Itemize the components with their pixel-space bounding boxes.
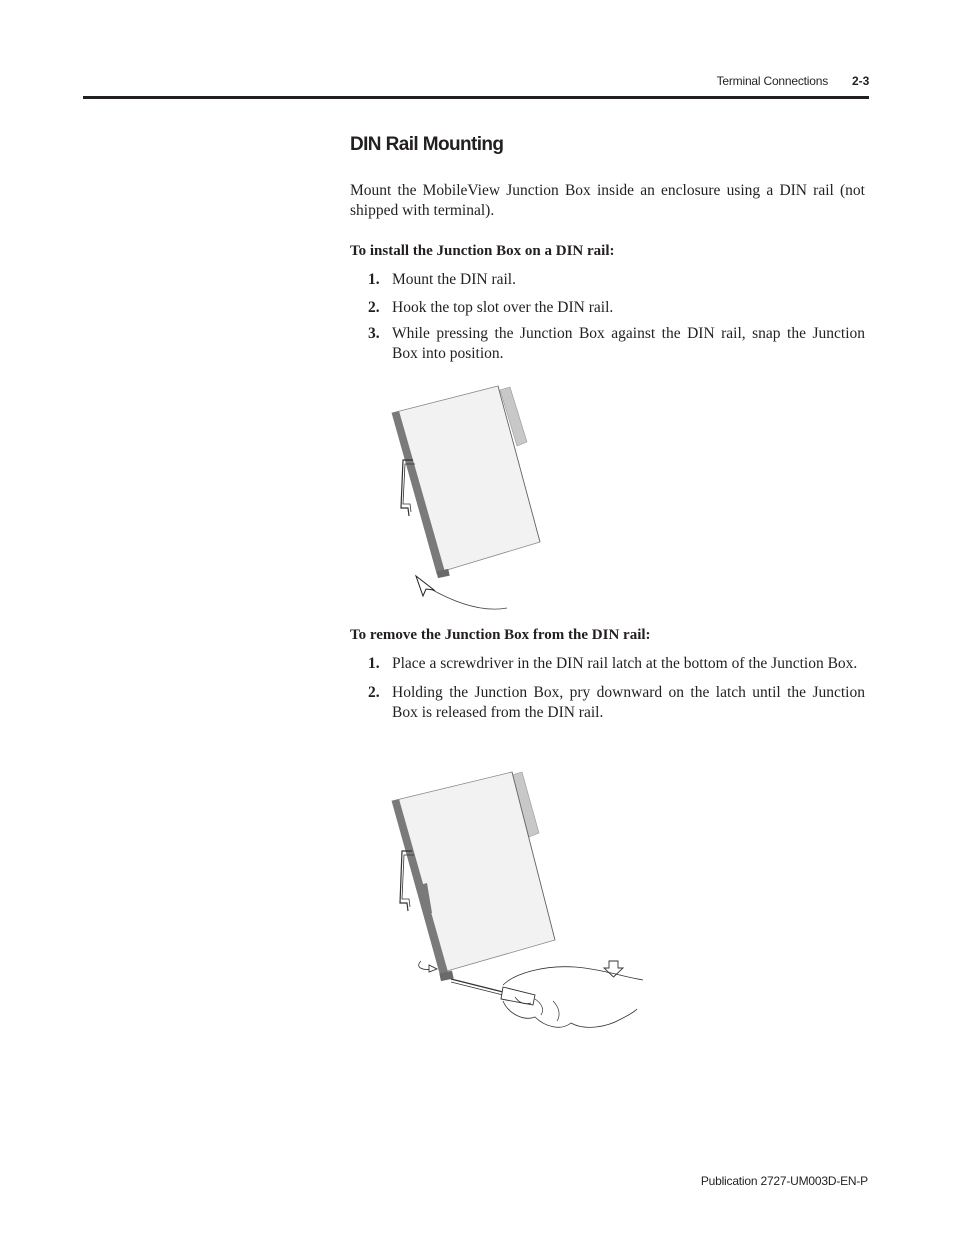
step-number: 2. — [368, 684, 380, 701]
small-arrow-icon — [429, 965, 437, 972]
publication-footer: Publication 2727-UM003D-EN-P — [700, 1174, 868, 1188]
running-header: Terminal Connections — [716, 74, 828, 88]
header-rule — [83, 96, 869, 99]
intro-paragraph: Mount the MobileView Junction Box inside an enclosure using a DIN rail (not shipped with terminal). — [350, 182, 865, 219]
step-text: Mount the DIN rail. — [392, 271, 516, 288]
install-step — [350, 270, 865, 290]
screwdriver-shape — [451, 979, 507, 993]
step-text: Place a screwdriver in the DIN rail latch at the bottom of the Junction Box. — [392, 655, 858, 672]
step-number: 3. — [368, 325, 380, 342]
remove-junction-box-figure — [385, 765, 655, 1055]
install-step — [350, 324, 865, 364]
remove-procedure-title: To remove the Junction Box from the DIN rail: — [350, 627, 651, 643]
step-text: While pressing the Junction Box against the DIN rail, snap the Junction Box into position. — [392, 325, 865, 362]
curved-arrow-shape — [429, 588, 507, 609]
install-steps — [350, 270, 865, 364]
step-number: 1. — [368, 271, 380, 288]
step-text: Holding the Junction Box, pry downward on the latch until the Junction Box is released from the DIN rail. — [392, 684, 865, 721]
step-number: 1. — [368, 655, 380, 672]
section-title: DIN Rail Mounting — [350, 134, 504, 155]
install-procedure-title: To install the Junction Box on a DIN rail: — [350, 243, 615, 259]
remove-step — [350, 654, 865, 674]
install-step — [350, 298, 865, 318]
remove-steps — [350, 654, 865, 723]
arrow-head-icon — [416, 576, 434, 596]
step-text: Hook the top slot over the DIN rail. — [392, 299, 614, 316]
page-number: 2-3 — [852, 74, 870, 88]
install-junction-box-figure — [385, 380, 555, 620]
step-number: 2. — [368, 299, 380, 316]
down-arrow-icon — [604, 961, 623, 977]
remove-step — [350, 683, 865, 723]
